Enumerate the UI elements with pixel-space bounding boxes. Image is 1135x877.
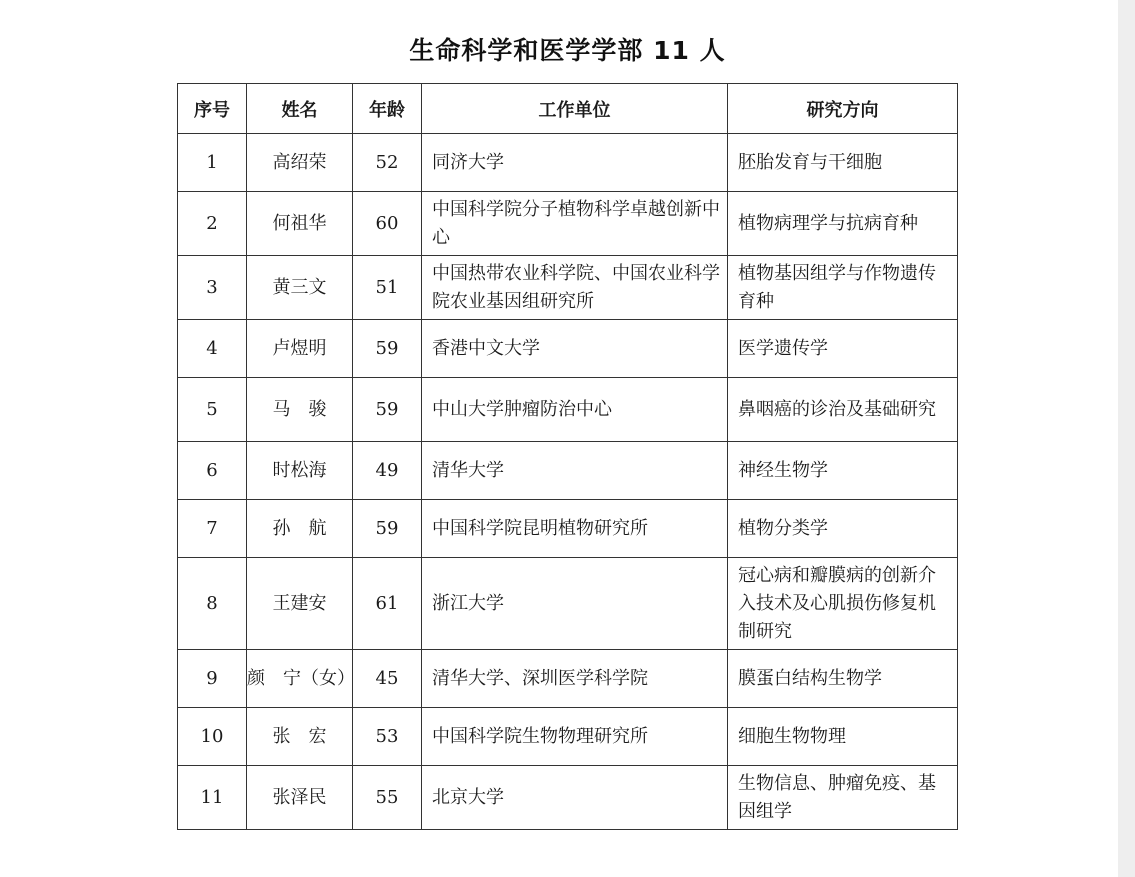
cell-name: 时松海	[247, 442, 353, 500]
table-row	[178, 378, 958, 442]
cell-name: 马 骏	[247, 378, 353, 442]
table-row	[178, 558, 958, 650]
cell-field: 鼻咽癌的诊治及基础研究	[728, 378, 958, 442]
cell-age: 60	[353, 192, 422, 256]
cell-field: 细胞生物物理	[728, 708, 958, 766]
cell-field: 神经生物学	[728, 442, 958, 500]
cell-field: 植物分类学	[728, 500, 958, 558]
cell-unit: 北京大学	[422, 766, 728, 830]
header-no: 序号	[178, 84, 247, 134]
cell-no: 8	[178, 558, 247, 650]
cell-field: 植物基因组学与作物遗传育种	[728, 256, 958, 320]
cell-unit: 中国科学院生物物理研究所	[422, 708, 728, 766]
member-table-container	[177, 83, 957, 830]
cell-no: 10	[178, 708, 247, 766]
cell-field: 膜蛋白结构生物学	[728, 650, 958, 708]
page-title: 生命科学和医学学部 11 人	[409, 36, 726, 65]
header-field: 研究方向	[728, 84, 958, 134]
member-table	[177, 83, 958, 830]
cell-unit: 中国科学院昆明植物研究所	[422, 500, 728, 558]
cell-name: 孙 航	[247, 500, 353, 558]
cell-name: 高绍荣	[247, 134, 353, 192]
table-row	[178, 134, 958, 192]
cell-age: 49	[353, 442, 422, 500]
cell-name: 黄三文	[247, 256, 353, 320]
header-name: 姓名	[247, 84, 353, 134]
cell-no: 7	[178, 500, 247, 558]
header-age: 年龄	[353, 84, 422, 134]
table-header-row	[178, 84, 958, 134]
header-unit: 工作单位	[422, 84, 728, 134]
cell-name: 卢煜明	[247, 320, 353, 378]
cell-name: 颜 宁（女）	[247, 650, 353, 708]
cell-unit: 浙江大学	[422, 558, 728, 650]
page-edge-strip	[1118, 0, 1135, 877]
cell-name: 张泽民	[247, 766, 353, 830]
cell-field: 冠心病和瓣膜病的创新介入技术及心肌损伤修复机制研究	[728, 558, 958, 650]
cell-no: 5	[178, 378, 247, 442]
cell-no: 11	[178, 766, 247, 830]
table-row	[178, 442, 958, 500]
cell-no: 9	[178, 650, 247, 708]
cell-unit: 清华大学、深圳医学科学院	[422, 650, 728, 708]
cell-age: 52	[353, 134, 422, 192]
cell-unit: 中国热带农业科学院、中国农业科学院农业基因组研究所	[422, 256, 728, 320]
cell-no: 1	[178, 134, 247, 192]
cell-name: 张 宏	[247, 708, 353, 766]
cell-field: 生物信息、肿瘤免疫、基因组学	[728, 766, 958, 830]
table-row	[178, 256, 958, 320]
cell-age: 61	[353, 558, 422, 650]
cell-age: 55	[353, 766, 422, 830]
table-row	[178, 766, 958, 830]
table-row	[178, 708, 958, 766]
cell-field: 植物病理学与抗病育种	[728, 192, 958, 256]
cell-age: 53	[353, 708, 422, 766]
cell-no: 6	[178, 442, 247, 500]
cell-unit: 清华大学	[422, 442, 728, 500]
cell-no: 2	[178, 192, 247, 256]
cell-age: 59	[353, 500, 422, 558]
table-row	[178, 192, 958, 256]
cell-field: 医学遗传学	[728, 320, 958, 378]
cell-unit: 中山大学肿瘤防治中心	[422, 378, 728, 442]
table-row	[178, 650, 958, 708]
cell-name: 王建安	[247, 558, 353, 650]
cell-age: 51	[353, 256, 422, 320]
cell-no: 4	[178, 320, 247, 378]
table-row	[178, 500, 958, 558]
cell-age: 45	[353, 650, 422, 708]
cell-unit: 香港中文大学	[422, 320, 728, 378]
cell-unit: 中国科学院分子植物科学卓越创新中心	[422, 192, 728, 256]
cell-field: 胚胎发育与干细胞	[728, 134, 958, 192]
cell-unit: 同济大学	[422, 134, 728, 192]
cell-no: 3	[178, 256, 247, 320]
cell-age: 59	[353, 320, 422, 378]
table-row	[178, 320, 958, 378]
cell-age: 59	[353, 378, 422, 442]
cell-name: 何祖华	[247, 192, 353, 256]
